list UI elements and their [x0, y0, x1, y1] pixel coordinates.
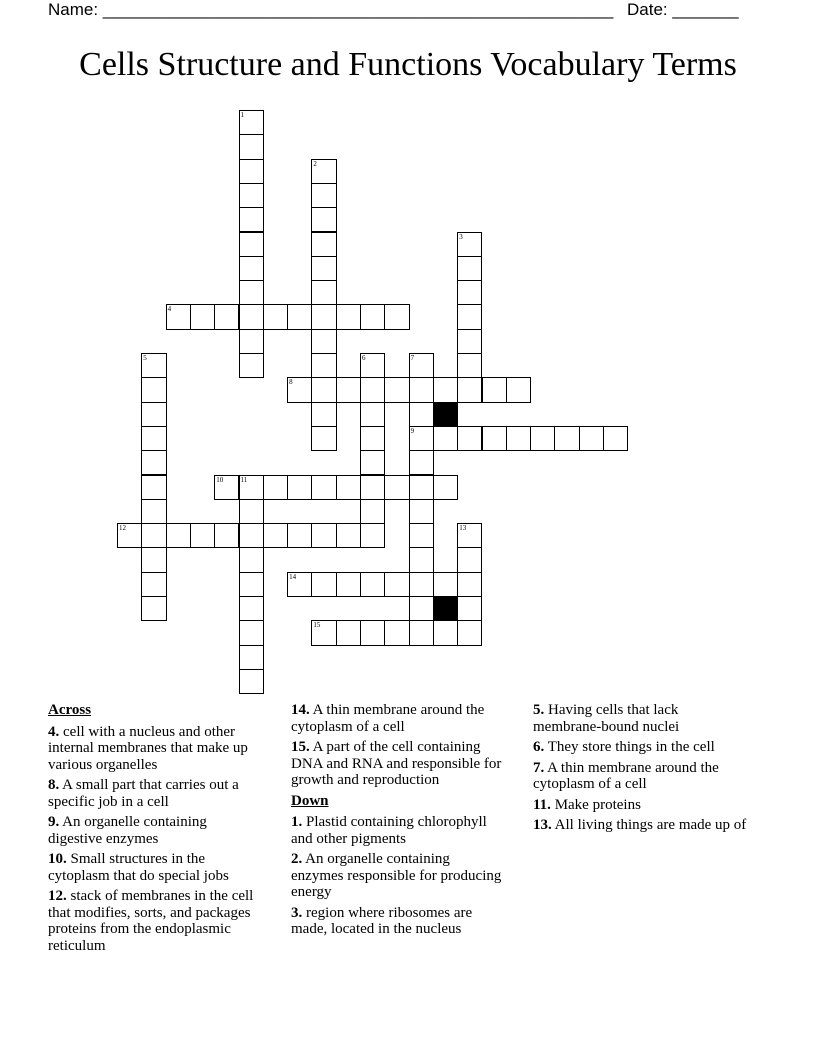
clue-item-number: 10.	[48, 851, 67, 867]
clue-item-text: Plastid containing chlorophyll and other pigments	[291, 814, 487, 847]
grid-cell[interactable]	[311, 523, 336, 548]
grid-cell[interactable]	[311, 329, 336, 354]
grid-cell[interactable]	[239, 207, 264, 232]
grid-cell[interactable]	[311, 256, 336, 281]
clue-item-number: 11.	[533, 796, 551, 813]
black-cell	[433, 402, 458, 427]
clue-number: 15	[313, 621, 321, 630]
clue-item-text: region where ribosomes are made, located in the nucleus	[291, 904, 473, 937]
clue-number: 6	[362, 354, 366, 362]
grid-cell[interactable]	[287, 475, 312, 500]
grid-cell[interactable]	[457, 353, 482, 378]
grid-cell[interactable]	[239, 547, 264, 572]
page-title: Cells Structure and Functions Vocabulary Terms	[79, 46, 737, 83]
grid-cell[interactable]	[457, 596, 482, 621]
clue-number: 11	[240, 475, 248, 484]
clue-number: 3	[459, 232, 463, 241]
grid-cell[interactable]	[506, 426, 531, 451]
clue-item-text: A thin membrane around the cytoplasm of a cell	[291, 702, 485, 735]
clue-number: 1	[240, 111, 244, 119]
grid-cell[interactable]	[141, 547, 166, 572]
grid-cell[interactable]	[457, 377, 482, 402]
grid-cell[interactable]	[336, 475, 361, 500]
grid-cell[interactable]	[239, 353, 264, 378]
date-field-label[interactable]: Date: _______	[627, 0, 739, 19]
grid-cell[interactable]	[287, 572, 312, 597]
clue-item-number: 4.	[48, 723, 60, 740]
grid-cell[interactable]	[214, 475, 239, 500]
grid-cell[interactable]	[360, 426, 385, 451]
grid-cell[interactable]	[360, 523, 385, 548]
grid-cell[interactable]	[336, 377, 361, 402]
clue-number: 7	[410, 354, 415, 362]
grid-cell[interactable]	[360, 572, 385, 597]
clue-item-text: cell with a nucleus and other internal membranes that make up various organelles	[48, 723, 248, 773]
grid-cell[interactable]	[409, 402, 434, 427]
grid-cell[interactable]	[239, 475, 264, 500]
grid-cell[interactable]	[141, 450, 166, 475]
grid-cell[interactable]	[409, 475, 434, 500]
grid-cell[interactable]	[214, 523, 239, 548]
grid-cell[interactable]	[409, 596, 434, 621]
grid-cell[interactable]	[336, 523, 361, 548]
clue-item-number: 5.	[533, 702, 545, 718]
grid-cell[interactable]	[141, 426, 166, 451]
clue-number: 9	[410, 426, 415, 435]
clue-item-number: 7.	[533, 759, 545, 776]
clue-item	[533, 797, 748, 814]
grid-cell[interactable]	[311, 159, 336, 184]
grid-cell[interactable]	[384, 475, 409, 500]
black-cell	[433, 596, 458, 621]
grid-cell[interactable]	[311, 353, 336, 378]
grid-cell[interactable]	[287, 304, 312, 329]
grid-cell[interactable]	[239, 183, 264, 208]
clue-number: 12	[119, 524, 126, 533]
grid-cell[interactable]	[239, 596, 264, 621]
clue-item-text: They store things in the cell	[544, 739, 715, 755]
grid-cell[interactable]	[311, 475, 336, 500]
clue-item-text: Make proteins	[550, 796, 641, 813]
grid-cell[interactable]	[311, 572, 336, 597]
grid-cell[interactable]	[141, 353, 166, 378]
grid-cell[interactable]	[311, 620, 336, 645]
grid-cell[interactable]	[554, 426, 579, 451]
grid-cell[interactable]	[287, 377, 312, 402]
grid-cell[interactable]	[239, 304, 264, 329]
grid-cell[interactable]	[239, 134, 264, 159]
clue-number: 4	[167, 305, 172, 314]
clue-item	[533, 739, 748, 756]
clue-item-text: stack of membranes in the cell that modifies, sorts, and packages proteins from the endoplasmic reticulum	[48, 888, 254, 954]
grid-cell[interactable]	[141, 402, 166, 427]
grid-cell[interactable]	[384, 304, 409, 329]
grid-cell[interactable]	[336, 304, 361, 329]
clue-item-text: An organelle containing enzymes responsible for producing energy	[291, 851, 502, 900]
grid-cell[interactable]	[457, 426, 482, 451]
clue-item	[533, 817, 748, 834]
grid-cell[interactable]	[190, 304, 215, 329]
grid-cell[interactable]	[141, 499, 166, 524]
grid-cell[interactable]	[239, 280, 264, 305]
grid-cell[interactable]	[360, 304, 385, 329]
clue-item-text: All living things are made up of	[551, 817, 747, 833]
grid-cell[interactable]	[311, 426, 336, 451]
grid-cell[interactable]	[409, 426, 434, 451]
clue-item-text: A small part that carries out a specific job in a cell	[48, 777, 239, 810]
grid-cell[interactable]	[360, 499, 385, 524]
grid-cell[interactable]	[117, 523, 142, 548]
clue-item	[291, 702, 506, 735]
down-clue-list-continued	[533, 702, 748, 834]
grid-cell[interactable]	[409, 450, 434, 475]
grid-cell[interactable]	[336, 620, 361, 645]
grid-cell[interactable]	[239, 645, 264, 670]
grid-cell[interactable]	[457, 620, 482, 645]
grid-cell[interactable]	[239, 256, 264, 281]
clue-item-number: 12.	[48, 888, 67, 904]
grid-cell[interactable]	[360, 377, 385, 402]
clue-item-number: 1.	[291, 814, 303, 830]
clue-item-text: Small structures in the cytoplasm that do special jobs	[48, 851, 229, 884]
clue-number: 14	[289, 572, 297, 581]
grid-cell[interactable]	[239, 499, 264, 524]
clue-item-number: 3.	[291, 904, 303, 921]
grid-cell[interactable]	[239, 572, 264, 597]
grid-cell[interactable]	[166, 304, 191, 329]
grid-cell[interactable]	[457, 232, 482, 257]
grid-cell[interactable]	[311, 183, 336, 208]
clue-number: 8	[289, 378, 293, 387]
clue-item-text: An organelle containing digestive enzymes	[48, 814, 207, 847]
grid-cell[interactable]	[239, 523, 264, 548]
grid-cell[interactable]	[311, 280, 336, 305]
grid-cell[interactable]	[457, 256, 482, 281]
clue-item	[533, 760, 748, 793]
grid-cell[interactable]	[311, 402, 336, 427]
clue-number: 2	[313, 159, 317, 168]
clue-item-number: 6.	[533, 739, 545, 755]
clue-item-text: A part of the cell containing DNA and RNA and responsible for growth and reproduction	[291, 739, 502, 788]
grid-cell[interactable]	[287, 523, 312, 548]
grid-cell[interactable]	[311, 232, 336, 257]
grid-cell[interactable]	[603, 426, 628, 451]
grid-cell[interactable]	[360, 475, 385, 500]
grid-cell[interactable]	[457, 304, 482, 329]
grid-cell[interactable]	[482, 426, 507, 451]
grid-cell[interactable]	[239, 159, 264, 184]
grid-cell[interactable]	[433, 426, 458, 451]
clue-item-text: A thin membrane around the cytoplasm of a cell	[533, 759, 719, 792]
grid-cell[interactable]	[360, 353, 385, 378]
grid-cell[interactable]	[239, 110, 264, 135]
grid-cell[interactable]	[166, 523, 191, 548]
clue-item	[291, 851, 506, 901]
grid-cell[interactable]	[433, 572, 458, 597]
grid-cell[interactable]	[214, 304, 239, 329]
across-heading: Across	[48, 702, 92, 718]
clue-item	[291, 739, 506, 789]
grid-cell[interactable]	[141, 475, 166, 500]
grid-cell[interactable]	[579, 426, 604, 451]
clue-item-number: 9.	[48, 814, 60, 830]
grid-cell[interactable]	[360, 620, 385, 645]
grid-cell[interactable]	[141, 377, 166, 402]
down-heading: Down	[291, 792, 329, 809]
clue-item	[291, 814, 506, 847]
grid-cell[interactable]	[409, 572, 434, 597]
clue-item-number: 15.	[291, 739, 310, 755]
clue-item	[533, 702, 748, 735]
clue-item-number: 2.	[291, 851, 303, 867]
clue-number: 5	[143, 354, 147, 362]
grid-cell[interactable]	[433, 475, 458, 500]
grid-cell[interactable]	[506, 377, 531, 402]
grid-cell[interactable]	[190, 523, 215, 548]
clue-item	[48, 814, 263, 847]
grid-cell[interactable]	[239, 620, 264, 645]
grid-cell[interactable]	[336, 572, 361, 597]
grid-cell[interactable]	[409, 353, 434, 378]
grid-cell[interactable]	[482, 377, 507, 402]
grid-cell[interactable]	[141, 596, 166, 621]
grid-cell[interactable]	[409, 547, 434, 572]
grid-cell[interactable]	[311, 377, 336, 402]
grid-cell[interactable]	[384, 572, 409, 597]
grid-cell[interactable]	[263, 304, 288, 329]
grid-cell[interactable]	[239, 329, 264, 354]
clues-column-3	[533, 702, 748, 838]
grid-cell[interactable]	[457, 547, 482, 572]
down-clue-list	[291, 814, 506, 938]
grid-cell[interactable]	[263, 523, 288, 548]
clues-column-1	[48, 702, 263, 958]
grid-cell[interactable]	[311, 304, 336, 329]
grid-cell[interactable]	[409, 523, 434, 548]
grid-cell[interactable]	[409, 377, 434, 402]
clue-item	[48, 777, 263, 810]
grid-cell[interactable]	[360, 402, 385, 427]
grid-cell[interactable]	[384, 377, 409, 402]
clue-item	[48, 851, 263, 884]
grid-cell[interactable]	[141, 572, 166, 597]
grid-cell[interactable]	[433, 620, 458, 645]
grid-cell[interactable]	[433, 377, 458, 402]
clues-column-2	[291, 702, 506, 942]
clue-item-number: 14.	[291, 702, 310, 718]
grid-cell[interactable]	[409, 499, 434, 524]
grid-cell[interactable]	[457, 523, 482, 548]
grid-cell[interactable]	[530, 426, 555, 451]
grid-cell[interactable]	[239, 232, 264, 257]
clue-item-text: Having cells that lack membrane-bound nuclei	[533, 702, 680, 735]
grid-cell[interactable]	[384, 620, 409, 645]
grid-cell[interactable]	[239, 669, 264, 694]
grid-cell[interactable]	[457, 280, 482, 305]
grid-cell[interactable]	[409, 620, 434, 645]
grid-cell[interactable]	[360, 450, 385, 475]
grid-cell[interactable]	[457, 329, 482, 354]
grid-cell[interactable]	[263, 475, 288, 500]
name-field-label[interactable]: Name: ______________________________________________________	[48, 0, 614, 19]
across-clue-list	[48, 724, 263, 955]
grid-cell[interactable]	[311, 207, 336, 232]
grid-cell[interactable]	[141, 523, 166, 548]
clue-number: 13	[459, 524, 467, 533]
clue-number: 10	[216, 475, 224, 484]
grid-cell[interactable]	[457, 572, 482, 597]
clue-item	[48, 724, 263, 774]
clue-item-number: 8.	[48, 777, 60, 793]
clue-item	[48, 888, 263, 954]
clue-item	[291, 905, 506, 938]
clue-item-number: 13.	[533, 817, 552, 833]
across-clue-list-continued	[291, 702, 506, 789]
